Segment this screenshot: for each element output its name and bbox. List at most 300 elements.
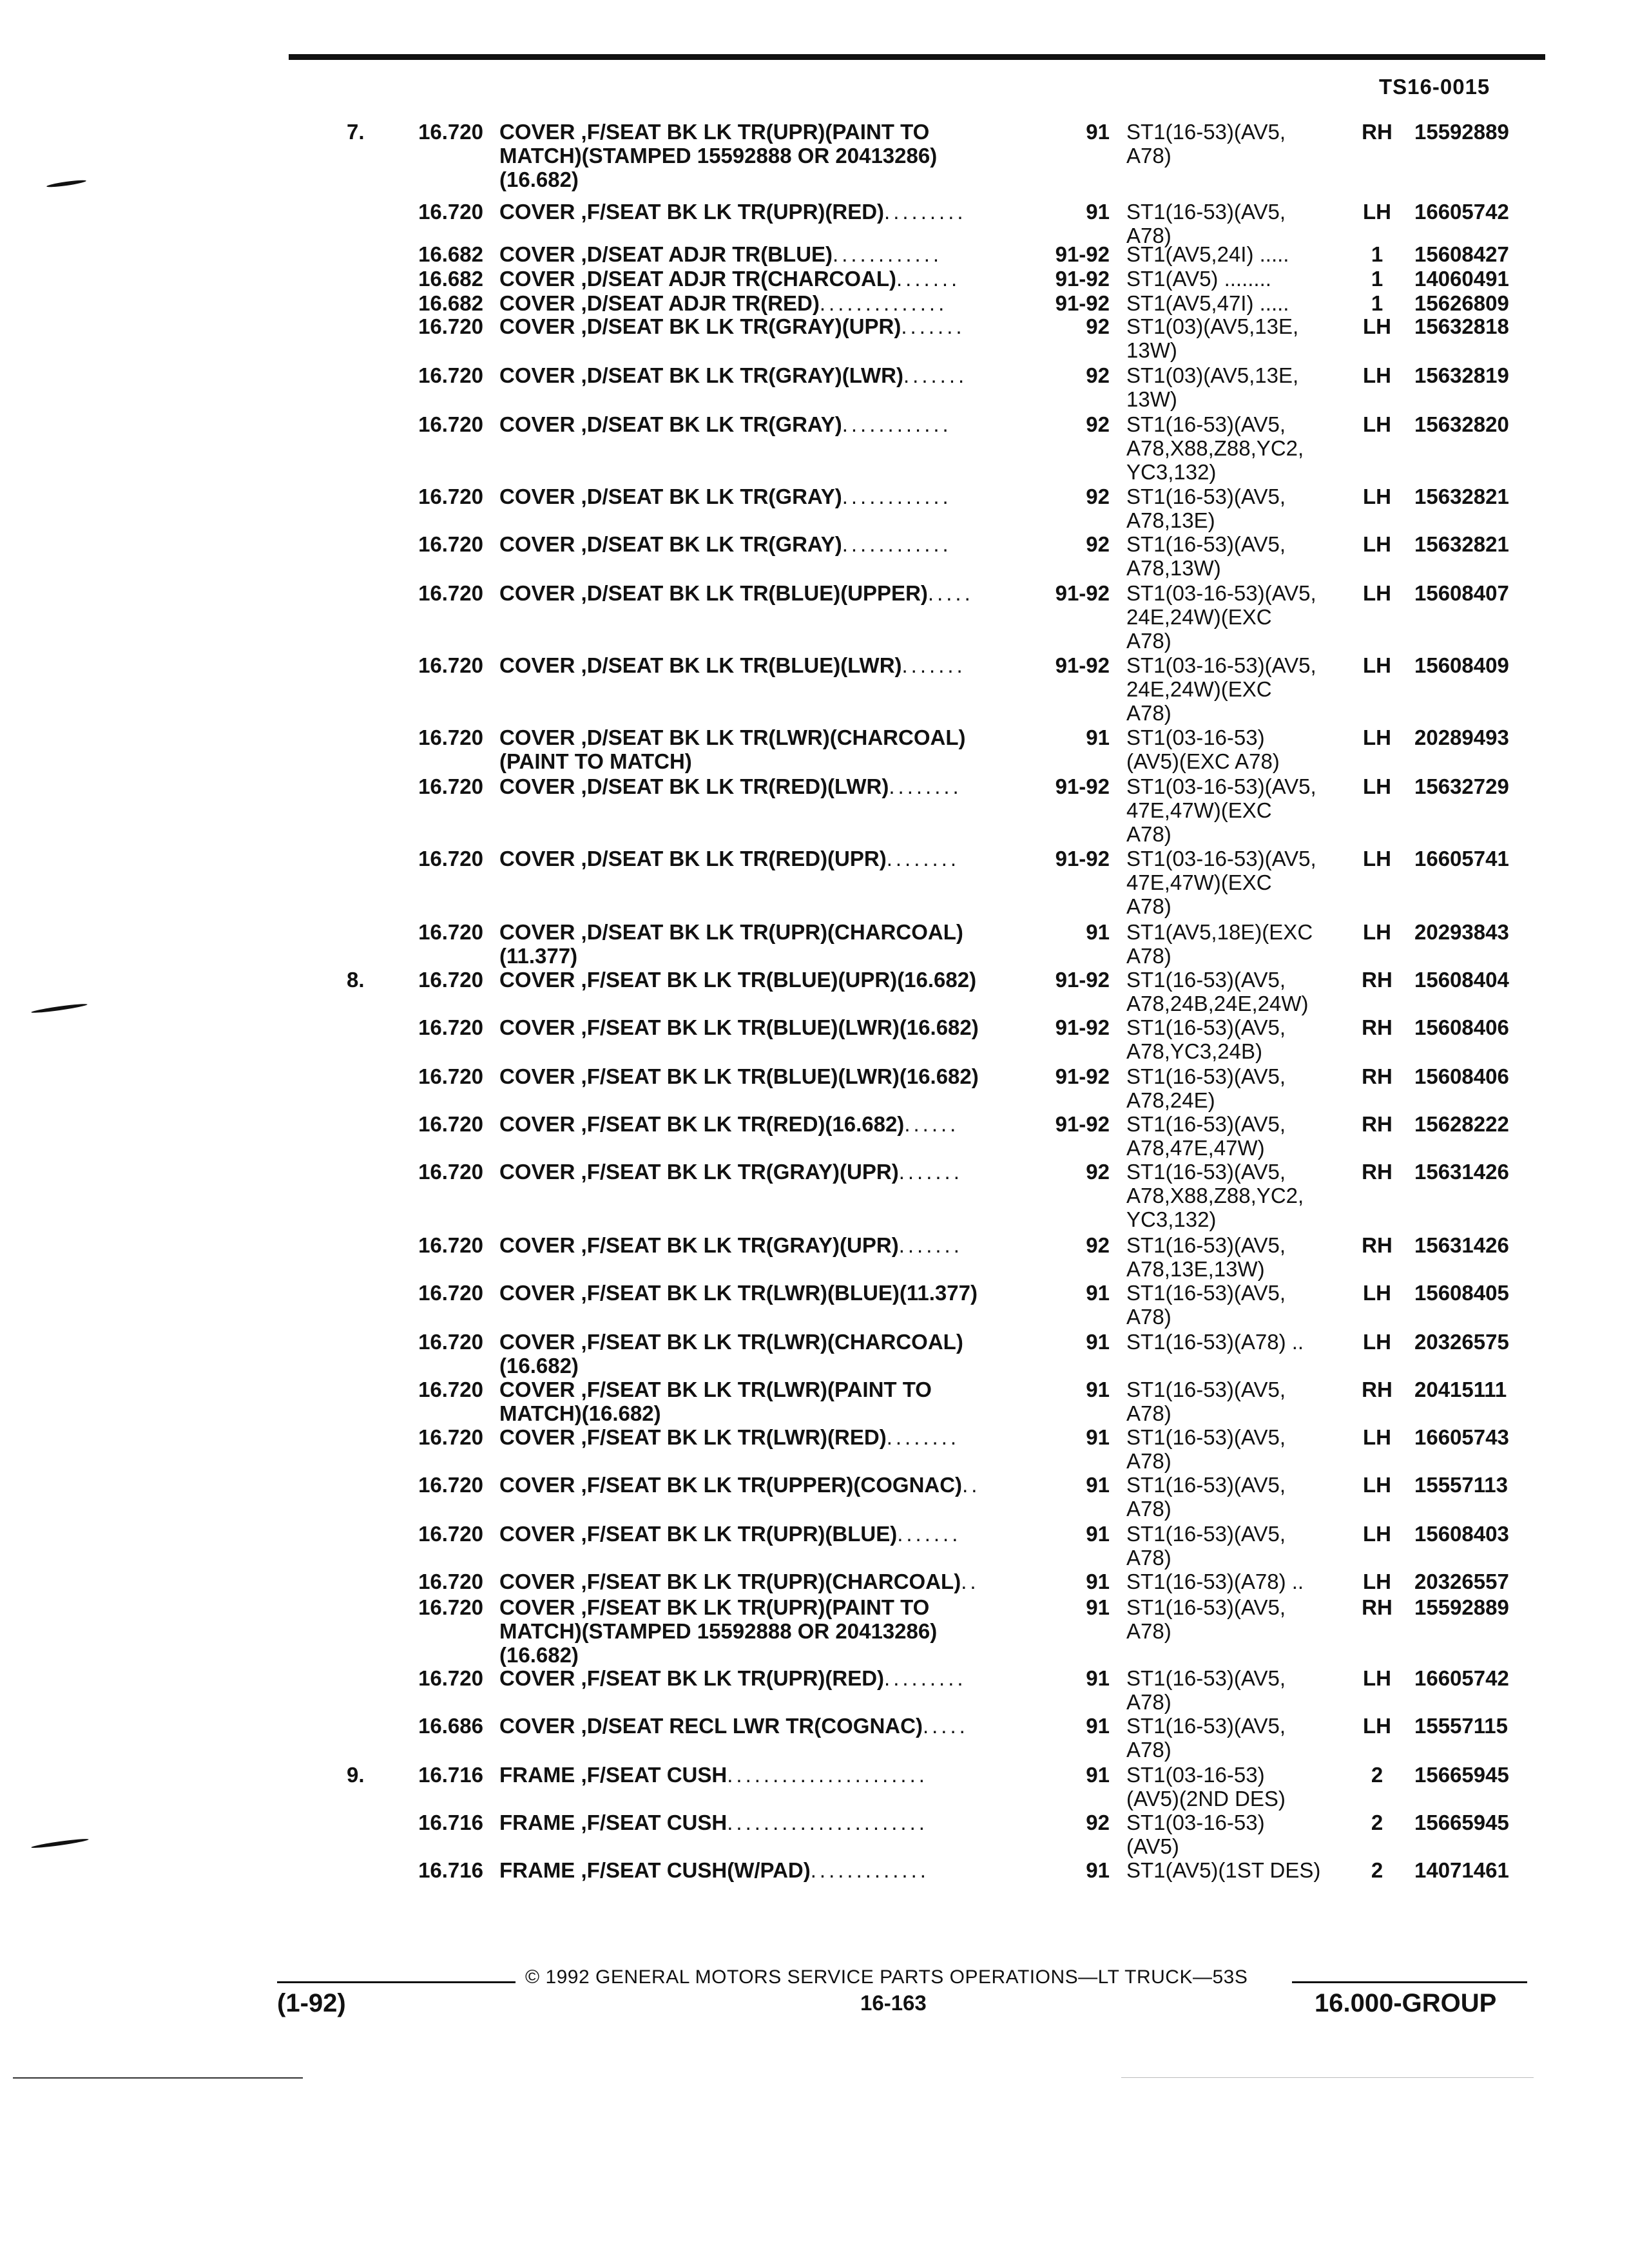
part-keyword: COVER xyxy=(499,485,575,508)
application: ST1(16-53)(AV5, A78,13E,13W) xyxy=(1126,1233,1286,1281)
part-description xyxy=(499,1015,1028,1039)
part-description xyxy=(499,1522,1028,1546)
side-or-quantity: RH xyxy=(1362,1378,1393,1401)
part-description-text: ,F/SEAT BK LK TR(BLUE)(UPR)(16.682) xyxy=(581,968,977,992)
application: ST1(16-53)(AV5, A78) xyxy=(1126,200,1286,247)
side-or-quantity: LH xyxy=(1363,1714,1391,1738)
part-description xyxy=(499,1473,1028,1497)
part-keyword: COVER xyxy=(499,653,575,677)
side-or-quantity: 2 xyxy=(1371,1763,1383,1787)
ref-number: 9. xyxy=(347,1763,365,1787)
part-keyword: COVER xyxy=(499,1666,575,1690)
model-year: 91-92 xyxy=(1055,847,1110,870)
group-number: 16.682 xyxy=(418,242,483,266)
model-year: 92 xyxy=(1086,1233,1110,1257)
side-or-quantity: LH xyxy=(1363,581,1391,605)
group-number: 16.720 xyxy=(418,1522,483,1546)
leader-dots: ...................... xyxy=(727,1763,928,1787)
model-year: 92 xyxy=(1086,314,1110,338)
part-number: 15557113 xyxy=(1414,1473,1509,1497)
group-number: 16.720 xyxy=(418,1425,483,1449)
part-description xyxy=(499,1064,1028,1088)
leader-dots: ............. xyxy=(810,1858,929,1882)
part-description-text: ,D/SEAT BK LK TR(LWR)(CHARCOAL) (PAINT TO MATCH) xyxy=(499,726,966,773)
part-description-text: ,F/SEAT CUSH xyxy=(581,1811,728,1834)
page-number: 16-163 xyxy=(860,1991,927,2015)
application: ST1(03-16-53) (AV5) xyxy=(1126,1811,1265,1858)
application: ST1(16-53)(AV5, A78,X88,Z88,YC2, YC3,132) xyxy=(1126,1160,1304,1231)
part-description-text: ,D/SEAT BK LK TR(GRAY)(LWR) xyxy=(581,363,903,387)
application: ST1(03-16-53)(AV5, 47E,47W)(EXC A78) xyxy=(1126,847,1316,918)
application: ST1(AV5,24I) ..... xyxy=(1126,242,1289,266)
part-number: 15608427 xyxy=(1414,242,1509,266)
part-number: 14060491 xyxy=(1414,267,1509,291)
application: ST1(16-53)(AV5, A78,24B,24E,24W) xyxy=(1126,968,1309,1015)
part-number: 16605743 xyxy=(1414,1425,1509,1449)
footer-rule xyxy=(1292,1981,1527,1983)
part-description xyxy=(499,242,1028,266)
part-keyword: COVER xyxy=(499,1570,575,1593)
application: ST1(16-53)(AV5, A78) xyxy=(1126,120,1286,168)
group-number: 16.720 xyxy=(418,968,483,992)
side-or-quantity: RH xyxy=(1362,1112,1393,1136)
part-description xyxy=(499,1112,1028,1136)
part-description-text: ,D/SEAT BK LK TR(GRAY) xyxy=(581,485,842,508)
group-number: 16.720 xyxy=(418,581,483,605)
side-or-quantity: RH xyxy=(1362,120,1393,144)
group-number: 16.720 xyxy=(418,1015,483,1039)
application: ST1(03)(AV5,13E, 13W) xyxy=(1126,314,1299,362)
part-description-text: ,D/SEAT BK LK TR(GRAY) xyxy=(581,532,842,556)
group-number: 16.720 xyxy=(418,1473,483,1497)
part-number: 15665945 xyxy=(1414,1811,1509,1834)
side-or-quantity: LH xyxy=(1363,847,1391,870)
application: ST1(03-16-53)(AV5, 24E,24W)(EXC A78) xyxy=(1126,653,1316,725)
part-keyword: COVER xyxy=(499,1425,575,1449)
part-number: 15608406 xyxy=(1414,1015,1509,1039)
part-number: 16605742 xyxy=(1414,1666,1509,1690)
side-or-quantity: 1 xyxy=(1371,242,1383,266)
part-description-text: ,F/SEAT BK LK TR(BLUE)(LWR)(16.682) xyxy=(581,1015,979,1039)
application: ST1(16-53)(A78) .. xyxy=(1126,1330,1304,1354)
part-description xyxy=(499,363,1028,387)
part-description-text: ,D/SEAT ADJR TR(BLUE) xyxy=(581,242,833,266)
part-description-text: ,F/SEAT BK LK TR(LWR)(RED) xyxy=(581,1425,887,1449)
part-keyword: COVER xyxy=(499,314,575,338)
part-description-text: ,F/SEAT BK LK TR(UPPER)(COGNAC) xyxy=(581,1473,963,1497)
part-number: 15632818 xyxy=(1414,314,1509,338)
part-number: 15665945 xyxy=(1414,1763,1509,1787)
application: ST1(03-16-53)(AV5, 24E,24W)(EXC A78) xyxy=(1126,581,1316,653)
leader-dots: ...... xyxy=(904,1112,959,1136)
part-keyword: COVER xyxy=(499,200,575,224)
document-id: TS16-0015 xyxy=(1379,75,1490,99)
part-number: 15608406 xyxy=(1414,1064,1509,1088)
leader-dots: ......... xyxy=(884,1666,967,1690)
application: ST1(AV5,47I) ..... xyxy=(1126,291,1289,315)
part-keyword: COVER xyxy=(499,1473,575,1497)
part-number: 20293843 xyxy=(1414,920,1509,944)
model-year: 91-92 xyxy=(1055,242,1110,266)
leader-dots: ............ xyxy=(842,532,952,556)
part-number: 20289493 xyxy=(1414,726,1509,749)
model-year: 92 xyxy=(1086,1160,1110,1184)
application: ST1(16-53)(AV5, A78,47E,47W) xyxy=(1126,1112,1286,1160)
part-description xyxy=(499,1570,1028,1593)
part-description xyxy=(499,314,1028,338)
model-year: 92 xyxy=(1086,532,1110,556)
application: ST1(03)(AV5,13E, 13W) xyxy=(1126,363,1299,411)
model-year: 91 xyxy=(1086,1666,1110,1690)
model-year: 91 xyxy=(1086,920,1110,944)
part-number: 15608409 xyxy=(1414,653,1509,677)
leader-dots: ............ xyxy=(842,485,952,508)
group-number: 16.720 xyxy=(418,920,483,944)
part-description xyxy=(499,774,1028,798)
side-or-quantity: RH xyxy=(1362,1064,1393,1088)
side-or-quantity: LH xyxy=(1363,1522,1391,1546)
part-description-text: ,D/SEAT ADJR TR(RED) xyxy=(581,291,820,315)
side-or-quantity: LH xyxy=(1363,532,1391,556)
model-year: 91 xyxy=(1086,1763,1110,1787)
side-or-quantity: 2 xyxy=(1371,1811,1383,1834)
side-or-quantity: RH xyxy=(1362,1015,1393,1039)
part-description xyxy=(499,968,1028,992)
part-description xyxy=(499,1595,1028,1667)
part-number: 15632820 xyxy=(1414,412,1509,436)
model-year: 91-92 xyxy=(1055,968,1110,992)
part-keyword: COVER xyxy=(499,726,575,749)
part-description xyxy=(499,1666,1028,1690)
part-number: 15632819 xyxy=(1414,363,1509,387)
model-year: 92 xyxy=(1086,485,1110,508)
part-keyword: COVER xyxy=(499,774,575,798)
leader-dots: .............. xyxy=(819,291,948,315)
part-number: 15632821 xyxy=(1414,532,1509,556)
application: ST1(16-53)(AV5, A78) xyxy=(1126,1281,1286,1329)
part-number: 14071461 xyxy=(1414,1858,1509,1882)
part-description xyxy=(499,412,1028,436)
part-description-text: ,F/SEAT BK LK TR(LWR)(BLUE)(11.377) xyxy=(581,1281,978,1305)
part-number: 15631426 xyxy=(1414,1233,1509,1257)
part-description xyxy=(499,1425,1028,1449)
application: ST1(16-53)(AV5, A78) xyxy=(1126,1473,1286,1521)
part-description-text: ,F/SEAT BK LK TR(UPR)(RED) xyxy=(581,200,885,224)
part-description xyxy=(499,1281,1028,1305)
part-description-text: ,F/SEAT BK LK TR(UPR)(PAINT TO MATCH)(STAMPED 15592888 OR 20413286) (16.682) xyxy=(499,1595,938,1667)
part-keyword: COVER xyxy=(499,968,575,992)
leader-dots: ........ xyxy=(886,1425,960,1449)
issue-date: (1-92) xyxy=(277,1989,346,2017)
part-description xyxy=(499,1330,1028,1378)
part-description xyxy=(499,1160,1028,1184)
part-description xyxy=(499,920,1028,968)
application: ST1(AV5)(1ST DES) xyxy=(1126,1858,1321,1882)
group-number: 16.716 xyxy=(418,1858,483,1882)
leader-dots: ............ xyxy=(833,242,943,266)
part-keyword: COVER xyxy=(499,847,575,870)
side-or-quantity: RH xyxy=(1362,968,1393,992)
leader-dots: ....... xyxy=(898,1233,963,1257)
group-number: 16.720 xyxy=(418,1666,483,1690)
leader-dots: ............ xyxy=(842,412,952,436)
group-number: 16.720 xyxy=(418,1378,483,1401)
part-keyword: COVER xyxy=(499,363,575,387)
model-year: 91-92 xyxy=(1055,774,1110,798)
part-keyword: COVER xyxy=(499,291,575,315)
part-description xyxy=(499,532,1028,556)
group-number: 16.720 xyxy=(418,314,483,338)
part-keyword: COVER xyxy=(499,1015,575,1039)
part-description-text: ,F/SEAT BK LK TR(UPR)(CHARCOAL) xyxy=(581,1570,961,1593)
part-description xyxy=(499,581,1028,605)
part-number: 20326575 xyxy=(1414,1330,1509,1354)
part-description-text: ,F/SEAT BK LK TR(RED)(16.682) xyxy=(581,1112,905,1136)
side-or-quantity: LH xyxy=(1363,1425,1391,1449)
leader-dots: ..... xyxy=(927,581,974,605)
part-number: 15631426 xyxy=(1414,1160,1509,1184)
side-or-quantity: 1 xyxy=(1371,291,1383,315)
side-or-quantity: LH xyxy=(1363,726,1391,749)
application: ST1(03-16-53) (AV5)(2ND DES) xyxy=(1126,1763,1286,1811)
header-rule xyxy=(289,54,1545,60)
part-number: 15557115 xyxy=(1414,1714,1509,1738)
model-year: 91 xyxy=(1086,1425,1110,1449)
part-keyword: COVER xyxy=(499,532,575,556)
application: ST1(16-53)(AV5, A78) xyxy=(1126,1666,1286,1714)
group-number: 16.720 xyxy=(418,1330,483,1354)
group-number: 16.720 xyxy=(418,485,483,508)
part-keyword: COVER xyxy=(499,1330,575,1354)
part-keyword: FRAME xyxy=(499,1858,575,1882)
part-description xyxy=(499,267,1028,291)
ref-number: 8. xyxy=(347,968,365,992)
leader-dots: ....... xyxy=(903,363,968,387)
application: ST1(16-53)(AV5, A78,24E) xyxy=(1126,1064,1286,1112)
part-description xyxy=(499,726,1028,773)
part-number: 15592889 xyxy=(1414,1595,1509,1619)
footer-rule xyxy=(277,1981,516,1983)
part-keyword: FRAME xyxy=(499,1811,575,1834)
side-or-quantity: LH xyxy=(1363,363,1391,387)
leader-dots: ....... xyxy=(898,1160,963,1184)
side-or-quantity: LH xyxy=(1363,920,1391,944)
part-description-text: ,F/SEAT BK LK TR(GRAY)(UPR) xyxy=(581,1233,899,1257)
group-number: 16.720 xyxy=(418,726,483,749)
model-year: 91 xyxy=(1086,1330,1110,1354)
part-keyword: COVER xyxy=(499,1112,575,1136)
application: ST1(16-53)(AV5, A78) xyxy=(1126,1714,1286,1762)
leader-dots: ....... xyxy=(897,1522,961,1546)
group-number: 16.720 xyxy=(418,1160,483,1184)
application: ST1(16-53)(AV5, A78) xyxy=(1126,1425,1286,1473)
model-year: 91-92 xyxy=(1055,1064,1110,1088)
margin-mark xyxy=(46,179,86,189)
model-year: 91 xyxy=(1086,1522,1110,1546)
side-or-quantity: RH xyxy=(1362,1160,1393,1184)
application: ST1(16-53)(AV5, A78) xyxy=(1126,1595,1286,1643)
side-or-quantity: RH xyxy=(1362,1595,1393,1619)
model-year: 91 xyxy=(1086,1595,1110,1619)
model-year: 91-92 xyxy=(1055,267,1110,291)
group-number: 16.720 xyxy=(418,774,483,798)
model-year: 91 xyxy=(1086,120,1110,144)
part-description-text: ,D/SEAT BK LK TR(BLUE)(UPPER) xyxy=(581,581,928,605)
side-or-quantity: LH xyxy=(1363,1666,1391,1690)
side-or-quantity: LH xyxy=(1363,774,1391,798)
application: ST1(03-16-53) (AV5)(EXC A78) xyxy=(1126,726,1280,773)
side-or-quantity: RH xyxy=(1362,1233,1393,1257)
part-description-text: ,F/SEAT BK LK TR(UPR)(BLUE) xyxy=(581,1522,898,1546)
model-year: 92 xyxy=(1086,1811,1110,1834)
model-year: 91 xyxy=(1086,1858,1110,1882)
model-year: 91 xyxy=(1086,1378,1110,1401)
part-description xyxy=(499,1378,1028,1425)
application: ST1(16-53)(AV5, A78) xyxy=(1126,1522,1286,1570)
part-description-text: ,F/SEAT CUSH(W/PAD) xyxy=(581,1858,811,1882)
scan-edge-line xyxy=(1121,2077,1534,2078)
side-or-quantity: LH xyxy=(1363,314,1391,338)
leader-dots: .. xyxy=(962,1473,981,1497)
part-keyword: COVER xyxy=(499,242,575,266)
part-number: 15592889 xyxy=(1414,120,1509,144)
model-year: 91-92 xyxy=(1055,291,1110,315)
part-description-text: ,D/SEAT BK LK TR(RED)(UPR) xyxy=(581,847,887,870)
leader-dots: ..... xyxy=(922,1714,969,1738)
part-keyword: COVER xyxy=(499,1522,575,1546)
part-description-text: ,F/SEAT CUSH xyxy=(581,1763,728,1787)
part-keyword: COVER xyxy=(499,1233,575,1257)
application: ST1(AV5) ........ xyxy=(1126,267,1271,291)
part-number: 15632821 xyxy=(1414,485,1509,508)
part-number: 15608405 xyxy=(1414,1281,1509,1305)
model-year: 91 xyxy=(1086,200,1110,224)
model-year: 92 xyxy=(1086,363,1110,387)
part-keyword: COVER xyxy=(499,920,575,944)
group-number: 16.720 xyxy=(418,1233,483,1257)
part-description-text: ,D/SEAT BK LK TR(GRAY)(UPR) xyxy=(581,314,901,338)
group-number: 16.720 xyxy=(418,200,483,224)
side-or-quantity: LH xyxy=(1363,1281,1391,1305)
group-number: 16.720 xyxy=(418,532,483,556)
part-number: 16605742 xyxy=(1414,200,1509,224)
group-number: 16.716 xyxy=(418,1763,483,1787)
part-number: 15628222 xyxy=(1414,1112,1509,1136)
model-year: 91-92 xyxy=(1055,1015,1110,1039)
part-description-text: ,D/SEAT BK LK TR(UPR)(CHARCOAL) (11.377) xyxy=(499,920,963,968)
side-or-quantity: LH xyxy=(1363,1570,1391,1593)
application: ST1(16-53)(AV5, A78,YC3,24B) xyxy=(1126,1015,1286,1063)
margin-mark xyxy=(31,1003,88,1014)
group-number: 16.720 xyxy=(418,412,483,436)
part-description xyxy=(499,1811,1028,1834)
part-description-text: ,F/SEAT BK LK TR(GRAY)(UPR) xyxy=(581,1160,899,1184)
part-number: 15608403 xyxy=(1414,1522,1509,1546)
leader-dots: ....... xyxy=(901,314,965,338)
part-keyword: COVER xyxy=(499,581,575,605)
part-keyword: COVER xyxy=(499,1160,575,1184)
part-keyword: COVER xyxy=(499,412,575,436)
application: ST1(AV5,18E)(EXC A78) xyxy=(1126,920,1313,968)
part-number: 16605741 xyxy=(1414,847,1509,870)
part-keyword: COVER xyxy=(499,1281,575,1305)
ref-number: 7. xyxy=(347,120,365,144)
group-number: 16.720 xyxy=(418,120,483,144)
group-label: 16.000-GROUP xyxy=(1315,1989,1497,2017)
part-description xyxy=(499,120,1028,191)
leader-dots: ....... xyxy=(896,267,961,291)
application: ST1(16-53)(AV5, A78,13W) xyxy=(1126,532,1286,580)
side-or-quantity: LH xyxy=(1363,1473,1391,1497)
leader-dots: ....... xyxy=(901,653,966,677)
part-description-text: ,F/SEAT BK LK TR(UPR)(PAINT TO MATCH)(STAMPED 15592888 OR 20413286) (16.682) xyxy=(499,120,938,191)
model-year: 91 xyxy=(1086,726,1110,749)
part-description xyxy=(499,291,1028,315)
part-description-text: ,D/SEAT BK LK TR(GRAY) xyxy=(581,412,842,436)
part-description-text: ,F/SEAT BK LK TR(BLUE)(LWR)(16.682) xyxy=(581,1064,979,1088)
side-or-quantity: LH xyxy=(1363,1330,1391,1354)
group-number: 16.716 xyxy=(418,1811,483,1834)
leader-dots: .. xyxy=(961,1570,979,1593)
part-description-text: ,D/SEAT BK LK TR(RED)(LWR) xyxy=(581,774,889,798)
application: ST1(16-53)(AV5, A78,13E) xyxy=(1126,485,1286,532)
side-or-quantity: LH xyxy=(1363,653,1391,677)
part-number: 15632729 xyxy=(1414,774,1509,798)
group-number: 16.720 xyxy=(418,653,483,677)
part-number: 15608407 xyxy=(1414,581,1509,605)
leader-dots: ...................... xyxy=(727,1811,928,1834)
part-number: 15608404 xyxy=(1414,968,1509,992)
part-description xyxy=(499,1858,1028,1882)
group-number: 16.720 xyxy=(418,363,483,387)
model-year: 92 xyxy=(1086,412,1110,436)
model-year: 91-92 xyxy=(1055,653,1110,677)
group-number: 16.686 xyxy=(418,1714,483,1738)
copyright-notice: © 1992 GENERAL MOTORS SERVICE PARTS OPERATIONS—LT TRUCK—53S xyxy=(525,1966,1248,1988)
application: ST1(03-16-53)(AV5, 47E,47W)(EXC A78) xyxy=(1126,774,1316,846)
part-description xyxy=(499,485,1028,508)
part-keyword: COVER xyxy=(499,1595,575,1619)
leader-dots: ........ xyxy=(886,847,960,870)
part-description xyxy=(499,1714,1028,1738)
part-description xyxy=(499,1763,1028,1787)
part-number: 20415111 xyxy=(1414,1378,1507,1401)
part-description xyxy=(499,653,1028,677)
model-year: 91-92 xyxy=(1055,1112,1110,1136)
model-year: 91 xyxy=(1086,1281,1110,1305)
group-number: 16.720 xyxy=(418,1281,483,1305)
group-number: 16.720 xyxy=(418,1064,483,1088)
application: ST1(16-53)(AV5, A78,X88,Z88,YC2, YC3,132) xyxy=(1126,412,1304,484)
part-description-text: ,D/SEAT BK LK TR(BLUE)(LWR) xyxy=(581,653,902,677)
margin-mark xyxy=(31,1838,89,1849)
part-keyword: COVER xyxy=(499,1378,575,1401)
leader-dots: ........ xyxy=(889,774,962,798)
group-number: 16.682 xyxy=(418,267,483,291)
part-description-text: ,D/SEAT ADJR TR(CHARCOAL) xyxy=(581,267,897,291)
group-number: 16.720 xyxy=(418,1112,483,1136)
part-description-text: ,D/SEAT RECL LWR TR(COGNAC) xyxy=(581,1714,923,1738)
leader-dots: ......... xyxy=(884,200,967,224)
part-description xyxy=(499,847,1028,870)
scan-edge-line xyxy=(13,2077,303,2079)
part-description-text: ,F/SEAT BK LK TR(LWR)(CHARCOAL) (16.682) xyxy=(499,1330,963,1378)
side-or-quantity: 1 xyxy=(1371,267,1383,291)
part-description-text: ,F/SEAT BK LK TR(UPR)(RED) xyxy=(581,1666,885,1690)
part-keyword: COVER xyxy=(499,267,575,291)
part-number: 15626809 xyxy=(1414,291,1509,315)
part-keyword: COVER xyxy=(499,1064,575,1088)
